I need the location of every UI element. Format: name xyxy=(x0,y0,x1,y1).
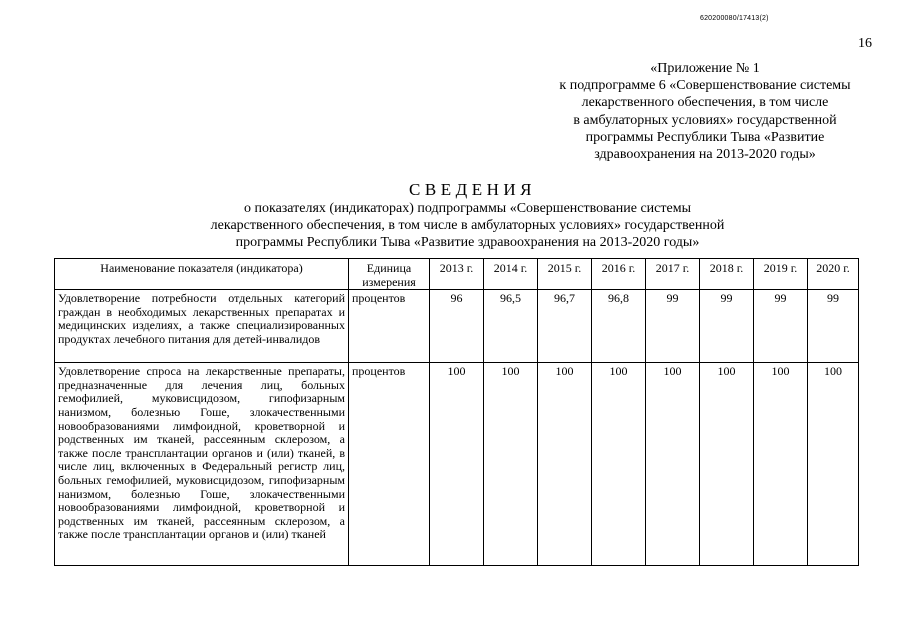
appendix-line: здравоохранения на 2013-2020 годы» xyxy=(594,147,816,163)
heading-title: СВЕДЕНИЯ xyxy=(409,180,536,199)
document-heading xyxy=(0,180,905,251)
indicator-value: 100 xyxy=(808,363,859,566)
indicator-value: 99 xyxy=(700,290,754,363)
header-year: 2017 г. xyxy=(646,259,700,290)
table-row xyxy=(55,363,859,566)
indicator-value: 100 xyxy=(592,363,646,566)
header-year: 2018 г. xyxy=(700,259,754,290)
indicator-value: 99 xyxy=(646,290,700,363)
indicator-value: 96,7 xyxy=(538,290,592,363)
indicator-value: 100 xyxy=(538,363,592,566)
indicator-value: 99 xyxy=(808,290,859,363)
appendix-line: программы Республики Тыва «Развитие xyxy=(585,129,825,145)
indicator-value: 100 xyxy=(430,363,484,566)
appendix-line: лекарственного обеспечения, в том числе xyxy=(581,95,829,111)
indicator-value: 96,5 xyxy=(484,290,538,363)
heading-line: о показателях (индикаторах) подпрограммы «Совершенствование системы xyxy=(243,201,691,216)
header-name: Наименование показателя (индикатора) xyxy=(55,259,349,290)
document-code: 620200080/17413(2) xyxy=(700,15,769,22)
header-year: 2015 г. xyxy=(538,259,592,290)
indicator-value: 100 xyxy=(700,363,754,566)
page-number: 16 xyxy=(858,36,872,51)
appendix-line: в амбулаторных условиях» государственной xyxy=(573,112,837,128)
indicator-value: 100 xyxy=(484,363,538,566)
indicator-name: Удовлетворение спроса на лекарственные препараты, предназначенные для лечения лиц, больных гемофилией, муковисцидозом, гипофизарным нанизмом, болезнью Гоше, злокачественными новообразованиями лимфоидной, кроветворной и родственных им тканей, рассеянным склерозом, а также после трансплантации органов и (или) тканей, в числе лиц, включенных в Федеральный регистр лиц, больных гемофилией, муковисцидозом, гипофизарным нанизмом, болезнью Гоше, злокачественными новообразованиями лимфоидной, кроветворной и родственных им тканей, рассеянным склерозом, а также после трансплантации органов и (или) тканей xyxy=(55,363,349,566)
appendix-block xyxy=(520,60,890,163)
indicator-unit: процентов xyxy=(349,290,430,363)
appendix-line: «Приложение № 1 xyxy=(650,61,760,76)
header-year: 2019 г. xyxy=(754,259,808,290)
table-row xyxy=(55,290,859,363)
indicator-value: 96 xyxy=(430,290,484,363)
table-header-row xyxy=(55,259,859,290)
appendix-line: к подпрограмме 6 «Совершенствование системы xyxy=(559,78,851,94)
indicators-table xyxy=(54,258,859,566)
header-unit: Единица измерения xyxy=(349,259,430,290)
indicator-name: Удовлетворение потребности отдельных категорий граждан в необходимых лекарственных препаратах и медицинских изделиях, а также специализированных продуктах лечебного питания для детей-инвалидов xyxy=(55,290,349,363)
heading-line: программы Республики Тыва «Развитие здравоохранения на 2013-2020 годы» xyxy=(235,235,700,250)
header-year: 2020 г. xyxy=(808,259,859,290)
indicator-unit: процентов xyxy=(349,363,430,566)
indicator-value: 100 xyxy=(646,363,700,566)
indicator-value: 100 xyxy=(754,363,808,566)
indicator-value: 99 xyxy=(754,290,808,363)
indicator-value: 96,8 xyxy=(592,290,646,363)
header-year: 2014 г. xyxy=(484,259,538,290)
header-year: 2016 г. xyxy=(592,259,646,290)
heading-line: лекарственного обеспечения, в том числе в амбулаторных условиях» государственной xyxy=(210,218,725,233)
header-year: 2013 г. xyxy=(430,259,484,290)
